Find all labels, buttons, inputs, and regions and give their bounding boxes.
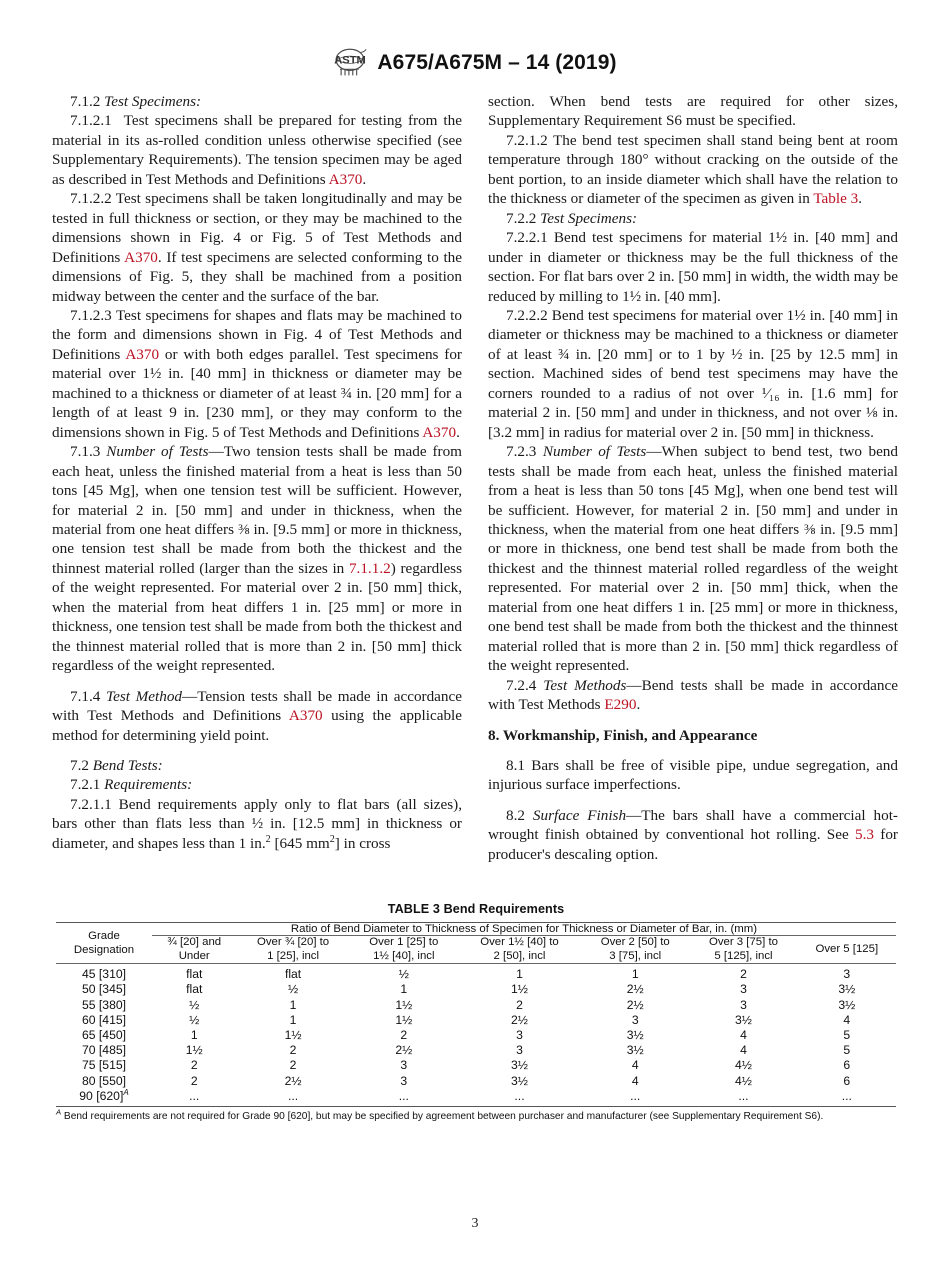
value-cell: 4 <box>740 1028 747 1042</box>
value-cell: 1½ <box>185 1043 203 1058</box>
clause-text-tail: ] in cross <box>334 834 391 852</box>
value-cell: 3 <box>400 1058 408 1073</box>
clause-text: —The bars shall have a commercial hot-wrought finish obtained by conventional hot rolling. See <box>488 806 898 844</box>
grade-label: 65 [450] <box>81 1028 127 1042</box>
value-cell: 1 <box>458 964 581 983</box>
col-header-6 <box>798 936 896 964</box>
para-7-1-3 <box>52 442 462 675</box>
value-cell: 3½ <box>734 1012 752 1027</box>
clause-text: The bend test specimen shall stand being bent at room temperature through 180° without cracking on the outside of the bent portion, to an inside diameter which shall have the relation to the thickness or diameter of the specimen as given in <box>488 131 898 208</box>
value-cell: 2½ <box>626 982 644 997</box>
table-header-row-sub <box>56 936 896 964</box>
value-cell: 1½ <box>284 1028 302 1042</box>
value-cell: 4½ <box>734 1073 752 1088</box>
clause-text: Bars shall be free of visible pipe, undue segregation, and injurious surface imperfections. <box>488 756 898 794</box>
cross-reference-link[interactable]: A370 <box>125 345 160 363</box>
table-header-row-span <box>56 923 896 936</box>
grade-cell <box>56 998 152 1013</box>
clause-text-tail: . <box>636 696 641 714</box>
grade-label: 75 [515] <box>81 1058 127 1073</box>
clause-number: 7.2.2.1 <box>506 229 548 247</box>
col-header-0-line2: Under <box>178 949 210 962</box>
value-cell: 3 <box>400 1073 408 1088</box>
value-cell: 6 <box>843 1058 851 1073</box>
value-cell: 2 <box>689 964 797 983</box>
value-cell: 1 <box>190 1028 198 1042</box>
grade-cell <box>56 1043 152 1058</box>
value-cell: ... <box>350 1089 458 1107</box>
clause-number: 8.1 <box>506 756 525 774</box>
para-7-1-2 <box>52 92 462 111</box>
value-cell: flat <box>236 964 349 983</box>
para-continuation <box>488 92 898 131</box>
para-7-2-2-2 <box>488 306 898 442</box>
col-header-3-line1: Over 1½ [40] to <box>480 936 559 948</box>
document-title: A675/A675M – 14 (2019) <box>377 51 617 74</box>
clause-text: —Tension tests shall be made in accordance with Test Methods and Definitions <box>52 687 463 725</box>
para-7-1-2-3 <box>52 306 462 442</box>
clause-title: Bend Tests: <box>92 756 163 774</box>
clause-text-tail: . If test specimens are selected conforming to the dimensions of Fig. 5, they shall be machined from a position midway between the center and the surface of the bar. <box>52 248 462 305</box>
value-cell: ... <box>236 1089 349 1107</box>
value-cell: 3 <box>740 982 747 997</box>
clause-title: Test Specimens: <box>540 209 638 227</box>
value-cell: 5 <box>843 1028 851 1042</box>
cross-reference-link[interactable]: A370 <box>288 707 323 725</box>
grade-cell <box>56 1028 152 1043</box>
table-row <box>56 964 896 983</box>
col-header-3 <box>458 936 581 964</box>
col-header-2 <box>350 936 458 964</box>
clause-number: 7.2.3 <box>506 443 537 461</box>
cross-reference-link-2[interactable]: A370 <box>422 423 457 441</box>
value-cell: ½ <box>287 982 299 997</box>
col-header-2-line1: Over 1 [25] to <box>369 936 439 948</box>
grade-label: 80 [550] <box>81 1073 127 1088</box>
clause-number: 7.1.4 <box>70 687 101 705</box>
document-header <box>0 48 950 78</box>
grade-cell <box>56 964 152 983</box>
col-header-1-line2: 1 [25], incl <box>267 949 320 962</box>
value-cell: 3 <box>631 1012 639 1027</box>
value-cell: 2½ <box>395 1043 413 1058</box>
col-header-4 <box>581 936 689 964</box>
value-cell: 6 <box>843 1073 851 1088</box>
value-cell: 1 <box>289 997 297 1012</box>
table-3-block <box>56 902 896 1123</box>
value-cell: 2 <box>289 1058 297 1073</box>
col-header-2-line2: 1½ [40], incl <box>373 949 435 962</box>
col-header-5-line1: Over 3 [75] to <box>708 936 778 948</box>
grade-label: 45 [310] <box>81 967 127 982</box>
clause-text-tail: for producer's descaling option. <box>488 826 898 863</box>
value-cell: 3½ <box>511 1058 528 1073</box>
footnote-marker: A <box>123 1087 129 1097</box>
grade-cell <box>56 982 152 997</box>
para-7-1-2-1 <box>52 111 462 189</box>
table-row <box>56 998 896 1013</box>
value-cell: 4½ <box>734 1058 752 1073</box>
clause-title: Surface Finish <box>532 806 627 824</box>
cross-reference-link[interactable]: E290 <box>604 696 637 714</box>
col-header-6-line1: Over 5 [125] <box>815 942 879 955</box>
clause-text-tail: ) regardless of the weight represented. For material over 2 in. [50 mm] thick, when the material from heat differs 1 in. [25 mm] or more in thickness, one tension test shall be made from both the thickest and the thinnest material rolled that is more than 2 in. [50 mm] thick regardless of the weight represented. <box>52 559 463 675</box>
right-column <box>488 92 898 864</box>
value-cell: 2 <box>190 1058 198 1073</box>
value-cell: 5 <box>843 1043 851 1058</box>
grade-label: 90 [620] <box>79 1088 124 1103</box>
value-cell: ... <box>689 1089 797 1107</box>
clause-number: 7.1.2.1 <box>70 112 112 130</box>
value-cell: 1½ <box>395 1012 413 1027</box>
footnote-marker-a: A <box>56 1107 62 1117</box>
clause-text-tail: using the applicable method for determining yield point. <box>52 707 462 744</box>
value-cell: 2½ <box>626 997 644 1012</box>
value-cell: ... <box>581 1089 689 1107</box>
grade-label: 55 [380] <box>81 997 127 1012</box>
continuation-text: section. When bend tests are required for other sizes, Supplementary Requirement S6 must be specified. <box>488 93 898 130</box>
para-8-1 <box>488 756 898 795</box>
col-header-1-line1: Over ¾ [20] to <box>256 936 330 948</box>
value-cell: 1 <box>400 982 408 997</box>
table-row <box>56 1028 896 1043</box>
clause-number: 7.2.4 <box>506 676 537 694</box>
astm-logo-icon <box>333 47 367 77</box>
table-row <box>56 1074 896 1089</box>
para-7-2-2 <box>488 209 898 228</box>
grade-label: 70 [485] <box>81 1043 127 1058</box>
para-7-2-3 <box>488 442 898 675</box>
cross-reference-link[interactable]: A370 <box>328 170 363 188</box>
left-column <box>52 92 462 853</box>
clause-text-tail: . <box>362 170 367 188</box>
value-cell: 1½ <box>395 997 413 1012</box>
value-cell: flat <box>152 964 236 983</box>
value-cell: 2 <box>400 1028 408 1042</box>
clause-number: 7.2.1.2 <box>506 131 548 149</box>
clause-number: 7.1.2 <box>70 93 101 110</box>
clause-number: 7.2.1 <box>70 776 101 794</box>
value-cell: ... <box>458 1089 581 1107</box>
table-row <box>56 1043 896 1058</box>
grade-label: 60 [415] <box>81 1012 127 1027</box>
clause-text-tail: . <box>858 190 863 208</box>
col-header-1 <box>236 936 349 964</box>
value-cell: 3½ <box>838 997 856 1012</box>
para-7-2-1 <box>52 775 462 794</box>
para-7-2-4 <box>488 676 898 715</box>
clause-number: 7.2.2.2 <box>506 306 548 324</box>
col-header-3-line2: 2 [50], incl <box>493 949 546 962</box>
value-cell: 3 <box>516 1028 523 1042</box>
value-cell: 3 <box>516 1043 523 1058</box>
value-cell: ½ <box>189 997 200 1012</box>
clause-text-mid: or with both edges parallel. Test specimens for material over 1½ in. [40 mm] in thickness or diameter may be machined to a thickness or diameter of at least ¾ in. [20 mm] for a length of at least 9 in. [230 mm], or they may conform to the dimensions shown in Fig. 5 of Test Methods and Definitions <box>52 345 462 441</box>
value-cell: ½ <box>189 1012 200 1027</box>
table-reference-link[interactable]: Table 3 <box>813 190 859 208</box>
para-7-1-4 <box>52 687 462 745</box>
clause-number: 7.2 <box>70 756 89 774</box>
table-row <box>56 1089 896 1107</box>
grade-header-line1: Grade <box>88 930 120 943</box>
clause-title: Test Methods <box>543 676 627 694</box>
grade-cell <box>56 1058 152 1073</box>
value-cell: 3½ <box>838 982 856 997</box>
clause-text: Bend requirements apply only to flat bars (all sizes), bars other than flats less than ½ in. [12.5 mm] in thickness or diameter, and shapes less than 1 in. <box>52 795 462 852</box>
clause-text: —Two tension tests shall be made from each heat, unless the finished material from a heat is less than 50 tons [45 Mg], when one tension test will be sufficient. However, for material 2 in. [50 mm] and under in thickness, when the material from one heat differs ⅜ in. [9.5 mm] or more in thickness, one tension test shall be made from both the thickest and the thinnest material rolled (larger than the sizes in <box>52 443 462 577</box>
value-cell: 4 <box>631 1058 639 1073</box>
value-cell: 3½ <box>626 1043 644 1058</box>
bend-requirements-table <box>56 922 896 1107</box>
clause-number: 7.1.2.3 <box>70 306 112 324</box>
table-body <box>56 964 896 1107</box>
grade-cell <box>56 1013 152 1028</box>
table-head <box>56 923 896 964</box>
value-cell: 2 <box>516 997 523 1012</box>
value-cell: 4 <box>740 1043 747 1058</box>
clause-title: Number of Tests <box>542 443 647 461</box>
table-footnote <box>56 1107 896 1123</box>
value-cell: 1½ <box>511 982 528 997</box>
value-cell: 2½ <box>284 1073 302 1088</box>
body-columns <box>52 92 898 892</box>
clause-text: Test specimens shall be taken longitudinally and may be tested in full thickness or section, or they may be machined to the dimensions shown in Fig. 4 or Fig. 5 of Test Methods and Definitions <box>52 190 462 266</box>
cross-reference-link[interactable]: 7.1.1.2 <box>348 559 391 577</box>
clause-text: Test specimens shall be prepared for testing from the material in its as-rolled condition unless otherwise specified (see Supplementary Requirements). The tension specimen may be aged as described in Test Methods and Definitions <box>52 112 462 188</box>
value-cell: 4 <box>631 1073 639 1088</box>
page-number: 3 <box>471 1216 479 1231</box>
value-cell: ½ <box>350 964 458 983</box>
col-header-5 <box>689 936 797 964</box>
value-cell: 1 <box>581 964 689 983</box>
col-header-0-line1: ¾ [20] and <box>167 936 222 948</box>
value-cell: 2 <box>190 1073 198 1088</box>
para-7-2 <box>52 756 462 775</box>
value-cell: 4 <box>843 1012 851 1027</box>
clause-title: Number of Tests <box>106 443 209 461</box>
table-caption: TABLE 3 Bend Requirements <box>387 902 565 916</box>
grade-cell <box>56 1074 152 1089</box>
table-row <box>56 982 896 997</box>
value-cell: 3 <box>740 997 747 1012</box>
col-header-0 <box>152 936 236 964</box>
para-7-1-2-2 <box>52 189 462 306</box>
col-header-4-line2: 3 [75], incl <box>609 949 662 962</box>
para-7-2-1-2 <box>488 131 898 209</box>
footnote-text: Bend requirements are not required for Grade 90 [620], but may be specified by agreement between purchaser and manufacturer (see Supplementary Requirement S6). <box>61 1111 824 1123</box>
clause-title: Test Specimens: <box>104 93 202 110</box>
value-cell: 2 <box>289 1043 297 1058</box>
value-cell: ... <box>798 1089 896 1107</box>
clause-number: 7.1.2.2 <box>70 190 112 208</box>
grade-designation-header <box>56 923 152 964</box>
value-cell: 3½ <box>511 1073 528 1088</box>
clause-text: Test specimens for shapes and flats may be machined to the form and dimensions shown in Fig. 4 of Test Methods and Definitions <box>52 306 462 363</box>
svg-text:ASTM: ASTM <box>334 54 367 67</box>
value-cell: 3½ <box>626 1028 644 1042</box>
col-header-4-line1: Over 2 [50] to <box>600 936 670 948</box>
grade-label: 50 [345] <box>81 982 127 997</box>
section-heading-8: 8. Workmanship, Finish, and Appearance <box>488 726 758 744</box>
clause-text: Bend test specimens for material over 1½ in. [40 mm] in diameter or thickness may be machined to a thickness or diameter of at least ¾ in. [20 mm] or to 1 by ½ in. [25 by 12.5 mm] in section. Machined sides of bend test specimens may have the corners rounded to a radius of not over ¹⁄₁₆ in. [1.6 mm] for material 2 in. [50 mm] and under in thickness, and not over ⅛ in. [3.2 mm] in radius for material over 2 in. [50 mm] in thickness. <box>488 306 898 441</box>
clause-number: 7.2.1.1 <box>70 795 112 813</box>
cross-reference-link[interactable]: 5.3 <box>855 826 874 844</box>
value-cell: 1 <box>289 1012 297 1027</box>
clause-number: 7.2.2 <box>506 209 537 227</box>
table-row <box>56 1013 896 1028</box>
value-cell: 3 <box>798 964 896 983</box>
clause-text-mid: [645 mm <box>270 834 330 852</box>
table-row <box>56 1058 896 1073</box>
clause-text-tail: . <box>456 423 460 441</box>
clause-title: Requirements: <box>104 776 193 794</box>
ratio-span-header: Ratio of Bend Diameter to Thickness of Specimen for Thickness or Diameter of Bar, in. (mm) <box>152 923 896 936</box>
clause-text: Bend test specimens for material 1½ in. [40 mm] and under in diameter or thickness may be the full thickness of the section. For flat bars over 2 in. [50 mm] in width, the width may be reduced by milling to 1½ in. [40 mm]. <box>488 229 898 305</box>
value-cell: ... <box>152 1089 236 1107</box>
clause-text: —When subject to bend test, two bend tests shall be made from each heat, unless the finished material from a heat is less than 50 tons [45 Mg], when one bend test will be sufficient. However, for material 2 in. [50 mm] and under in thickness, when the material from one heat differs ⅜ in. [9.5 mm] or more in thickness, one bend test shall be made from both the thickest and the thinnest material rolled regardless of the weight represented. For material over 2 in. [50 mm] thick, when the material from one heat differs 1 in. [25 mm] or more in thickness, one bend test shall be made from both the thickest and the thinnest material rolled that is more than 2 in. [50 mm] thick regardless of the weight represented. <box>488 443 898 675</box>
clause-text: —Bend tests shall be made in accordance with Test Methods <box>488 676 898 714</box>
value-cell: flat <box>186 982 203 997</box>
clause-number: 8.2 <box>506 806 525 824</box>
para-7-2-2-1 <box>488 228 898 306</box>
clause-number: 7.1.3 <box>70 443 101 461</box>
para-7-2-1-1 <box>52 795 462 853</box>
superscript-exponent-2: 2 <box>329 833 335 845</box>
grade-cell <box>56 1089 152 1107</box>
clause-title: Test Method <box>106 687 183 705</box>
col-header-5-line2: 5 [125], incl <box>714 949 773 962</box>
value-cell: 2½ <box>511 1012 528 1027</box>
cross-reference-link[interactable]: A370 <box>124 248 158 266</box>
grade-header-line2: Designation <box>73 944 135 957</box>
superscript-exponent: 2 <box>265 833 271 845</box>
para-8-2 <box>488 806 898 864</box>
